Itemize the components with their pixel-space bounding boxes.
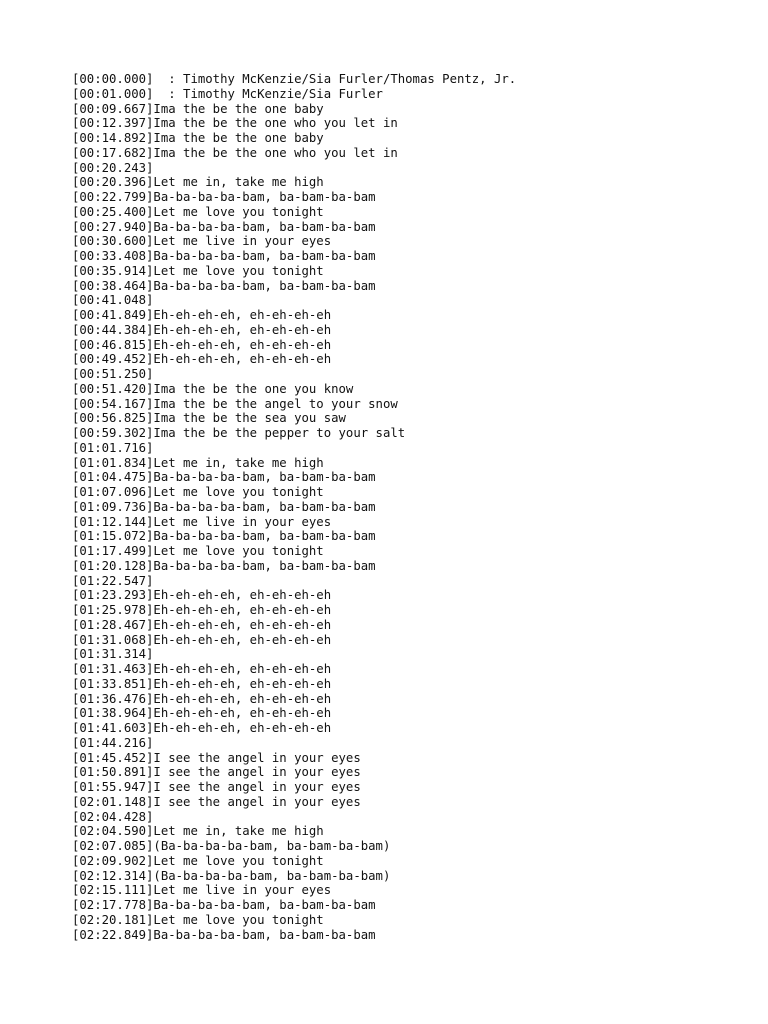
lyric-line: [00:17.682]Ima the be the one who you let in <box>72 145 398 160</box>
lyric-line: [01:01.834]Let me in, take me high <box>72 455 324 470</box>
lyrics-document <box>72 72 752 942</box>
lyric-line: [01:28.467]Eh-eh-eh-eh, eh-eh-eh-eh <box>72 617 332 632</box>
lyric-line: [01:04.475]Ba-ba-ba-ba-bam, ba-bam-ba-bam <box>72 470 376 485</box>
lyric-line: [01:41.603]Eh-eh-eh-eh, eh-eh-eh-eh <box>72 721 332 735</box>
lyric-line: [00:54.167]Ima the be the angel to your snow <box>72 396 398 411</box>
lyric-line: [01:55.947]I see the angel in your eyes <box>72 780 361 794</box>
lyric-line: [02:12.314](Ba-ba-ba-ba-bam, ba-bam-ba-bam) <box>72 868 391 883</box>
lyric-line: [01:38.964]Eh-eh-eh-eh, eh-eh-eh-eh <box>72 706 332 721</box>
lyric-line: [02:15.111]Let me live in your eyes <box>72 883 332 898</box>
lyric-line: [00:09.667]Ima the be the one baby <box>72 101 324 116</box>
lyric-line: [02:09.902]Let me love you tonight <box>72 853 324 868</box>
lyric-line: [01:23.293]Eh-eh-eh-eh, eh-eh-eh-eh <box>72 588 332 603</box>
lyric-line: [00:38.464]Ba-ba-ba-ba-bam, ba-bam-ba-bam <box>72 278 376 293</box>
lyric-line: [01:22.547] <box>72 573 154 588</box>
lyric-line: [01:15.072]Ba-ba-ba-ba-bam, ba-bam-ba-bam <box>72 529 376 544</box>
lyric-line: [01:12.144]Let me live in your eyes <box>72 514 332 529</box>
lyric-line: [00:33.408]Ba-ba-ba-ba-bam, ba-bam-ba-bam <box>72 249 376 263</box>
lyric-line: [01:45.452]I see the angel in your eyes <box>72 750 361 765</box>
lyric-line: [00:49.452]Eh-eh-eh-eh, eh-eh-eh-eh <box>72 352 332 367</box>
lyric-line: [01:31.314] <box>72 647 154 662</box>
lyric-line: [00:59.302]Ima the be the pepper to your salt <box>72 426 406 440</box>
lyric-line: [00:00.000] : Timothy McKenzie/Sia Furler/Thomas Pentz, Jr. <box>72 72 517 86</box>
lyric-line: [01:31.068]Eh-eh-eh-eh, eh-eh-eh-eh <box>72 632 332 647</box>
lyric-line: [01:36.476]Eh-eh-eh-eh, eh-eh-eh-eh <box>72 691 332 706</box>
lyric-line: [01:09.736]Ba-ba-ba-ba-bam, ba-bam-ba-bam <box>72 499 376 514</box>
lyric-line: [00:30.600]Let me live in your eyes <box>72 234 332 249</box>
lyric-line: [00:01.000] : Timothy McKenzie/Sia Furler <box>72 86 383 101</box>
lyric-line: [02:17.778]Ba-ba-ba-ba-bam, ba-bam-ba-bam <box>72 898 376 912</box>
lyric-line: [00:12.397]Ima the be the one who you let in <box>72 116 398 131</box>
lyric-line: [01:17.499]Let me love you tonight <box>72 544 324 558</box>
lyric-line: [02:07.085](Ba-ba-ba-ba-bam, ba-bam-ba-bam) <box>72 839 391 853</box>
lyric-line: [01:33.851]Eh-eh-eh-eh, eh-eh-eh-eh <box>72 676 332 691</box>
lyric-line: [00:46.815]Eh-eh-eh-eh, eh-eh-eh-eh <box>72 337 332 352</box>
lyric-line: [00:25.400]Let me love you tonight <box>72 204 324 219</box>
lyric-line: [01:31.463]Eh-eh-eh-eh, eh-eh-eh-eh <box>72 662 332 676</box>
lyric-line: [01:01.716] <box>72 440 154 455</box>
lyric-line: [02:20.181]Let me love you tonight <box>72 912 324 927</box>
lyric-line: [00:20.243] <box>72 160 154 175</box>
lyric-line: [00:27.940]Ba-ba-ba-ba-bam, ba-bam-ba-bam <box>72 219 376 234</box>
lyric-line: [00:41.849]Eh-eh-eh-eh, eh-eh-eh-eh <box>72 308 332 322</box>
lyric-line: [00:20.396]Let me in, take me high <box>72 175 324 190</box>
lyric-line: [02:01.148]I see the angel in your eyes <box>72 794 361 809</box>
lyric-line: [01:07.096]Let me love you tonight <box>72 485 324 499</box>
lyric-line: [00:51.420]Ima the be the one you know <box>72 381 354 396</box>
lyric-line: [01:20.128]Ba-ba-ba-ba-bam, ba-bam-ba-bam <box>72 558 376 573</box>
lyric-line: [00:14.892]Ima the be the one baby <box>72 131 324 145</box>
lyric-line: [02:04.590]Let me in, take me high <box>72 824 324 839</box>
lyric-line: [01:44.216] <box>72 735 154 750</box>
lyric-line: [00:56.825]Ima the be the sea you saw <box>72 411 346 426</box>
lyric-line: [02:04.428] <box>72 809 154 824</box>
lyric-line: [01:25.978]Eh-eh-eh-eh, eh-eh-eh-eh <box>72 603 332 617</box>
lyric-line: [00:35.914]Let me love you tonight <box>72 263 324 278</box>
lyric-line: [02:22.849]Ba-ba-ba-ba-bam, ba-bam-ba-bam <box>72 927 376 942</box>
lyric-line: [00:22.799]Ba-ba-ba-ba-bam, ba-bam-ba-bam <box>72 190 376 204</box>
lyric-line: [00:44.384]Eh-eh-eh-eh, eh-eh-eh-eh <box>72 322 332 337</box>
lyric-line: [00:41.048] <box>72 293 154 308</box>
lyric-line: [01:50.891]I see the angel in your eyes <box>72 765 361 780</box>
lyric-line: [00:51.250] <box>72 367 154 381</box>
